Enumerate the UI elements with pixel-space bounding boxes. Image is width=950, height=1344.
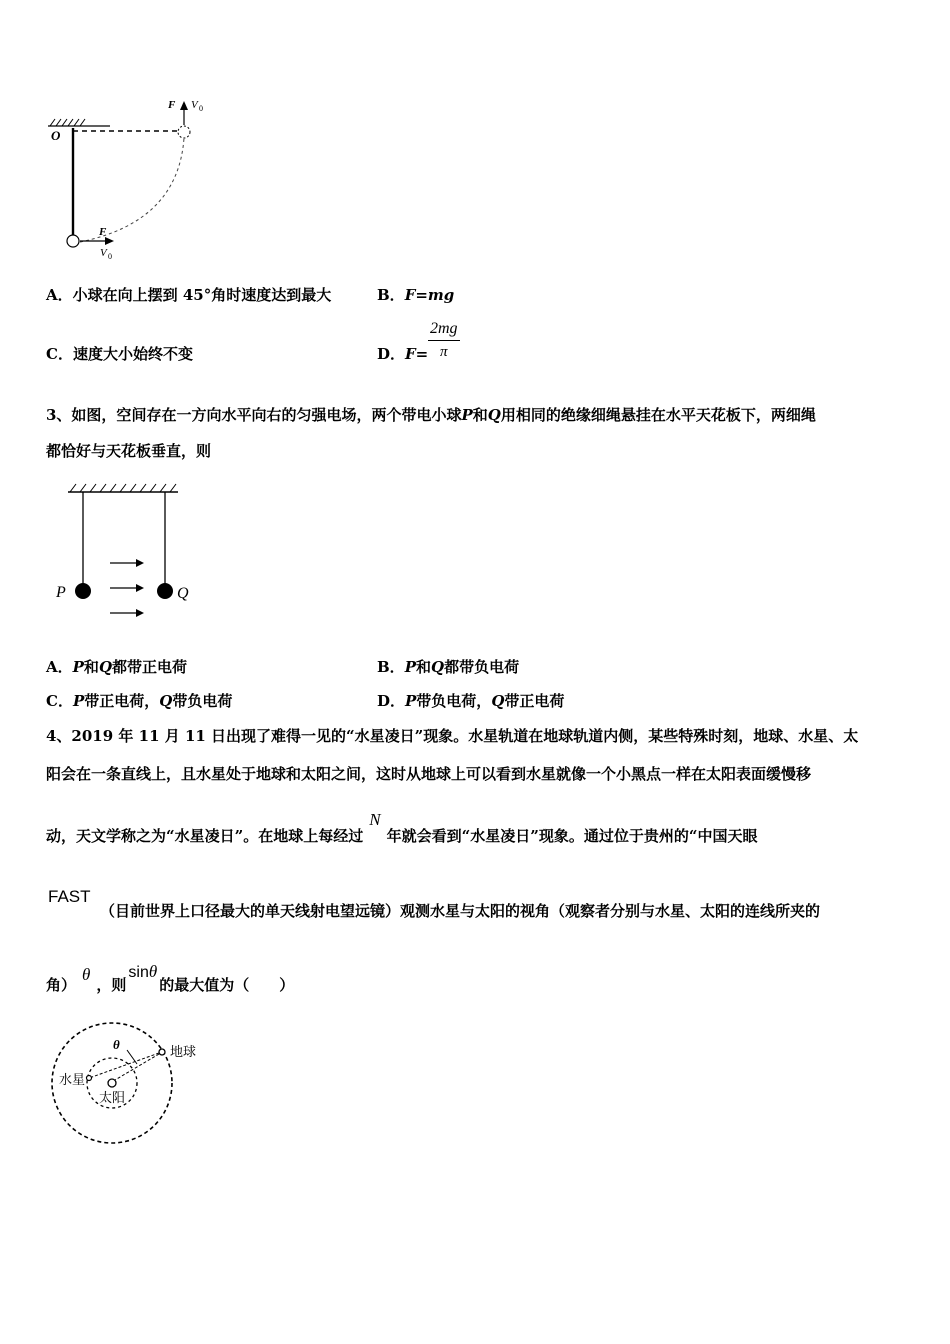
q2-option-b[interactable]: B．F=mg: [377, 286, 455, 304]
q2-option-a[interactable]: A．小球在向上摆到 45°角时速度达到最大: [46, 286, 332, 304]
q3-option-c[interactable]: C．P带正电荷，Q带负电荷: [46, 692, 233, 710]
q3-stem-line1: 3、如图，空间存在一方向水平向右的匀强电场，两个带电小球P和Q用相同的绝缘细绳悬挂在水平天花板下，两细绳: [46, 406, 816, 424]
symbol-theta: θ: [82, 965, 91, 984]
q3-stem-line2: 都恰好与天花板垂直，则: [46, 442, 212, 460]
q2-option-d-fraction: 2mg π: [430, 320, 458, 360]
label-O: O: [51, 128, 61, 143]
q4-stem-line1: 4、2019 年 11 月 11 日出现了难得一见的“水星凌日”现象。水星轨道在地球轨道内侧，某些特殊时刻，地球、水星、太: [46, 727, 859, 745]
q4-stem-line4: （目前世界上口径最大的单天线射电望远镜）观测水星与太阳的视角（观察者分别与水星、太阳的连线所夹的: [100, 902, 821, 920]
label-mercury: 水星: [59, 1072, 86, 1087]
label-P: P: [56, 584, 66, 601]
sphere-Q: [157, 583, 173, 599]
pendulum-ball-bottom: [67, 235, 79, 247]
q4-stem-line5: 角）θ，则sinθ的最大值为（ ）: [46, 962, 295, 994]
label-theta: θ: [113, 1037, 120, 1052]
orbit-figure: [45, 1018, 215, 1153]
charged-spheres-figure: [50, 478, 210, 628]
svg-text:0: 0: [199, 104, 203, 113]
q4-stem-line2: 阳会在一条直线上，且水星处于地球和太阳之间，这时从地球上可以看到水星就像一个小黑点一样在太阳表面缓慢移: [46, 765, 812, 783]
q3-option-d[interactable]: D．P带负电荷，Q带正电荷: [377, 692, 565, 710]
mercury: [87, 1076, 92, 1081]
q2-option-c[interactable]: C．速度大小始终不变: [46, 345, 193, 363]
label-sun: 太阳: [99, 1090, 126, 1105]
label-F-top: F: [168, 99, 176, 111]
label-earth: 地球: [170, 1044, 197, 1059]
earth: [159, 1049, 165, 1055]
q3-option-b[interactable]: B．P和Q都带负电荷: [377, 658, 520, 676]
svg-text:0: 0: [108, 252, 112, 261]
label-F-bottom: F: [99, 226, 107, 238]
fast-label: FAST: [48, 887, 91, 906]
label-Q: Q: [177, 585, 189, 602]
label-V0-top: V: [191, 99, 198, 111]
sun: [108, 1079, 116, 1087]
q3-option-a[interactable]: A．P和Q都带正电荷: [46, 658, 188, 676]
pendulum-figure: [40, 90, 230, 270]
sphere-P: [75, 583, 91, 599]
q2-option-d[interactable]: D．F=: [377, 345, 429, 363]
pendulum-ball-top: [178, 126, 190, 138]
label-V0-bottom: V: [100, 247, 107, 259]
symbol-N: N: [369, 810, 381, 829]
q4-stem-line3: 动，天文学称之为“水星凌日”。在地球上每经过N年就会看到“水星凌日”现象。通过位于贵州的“中国天眼: [46, 810, 758, 845]
